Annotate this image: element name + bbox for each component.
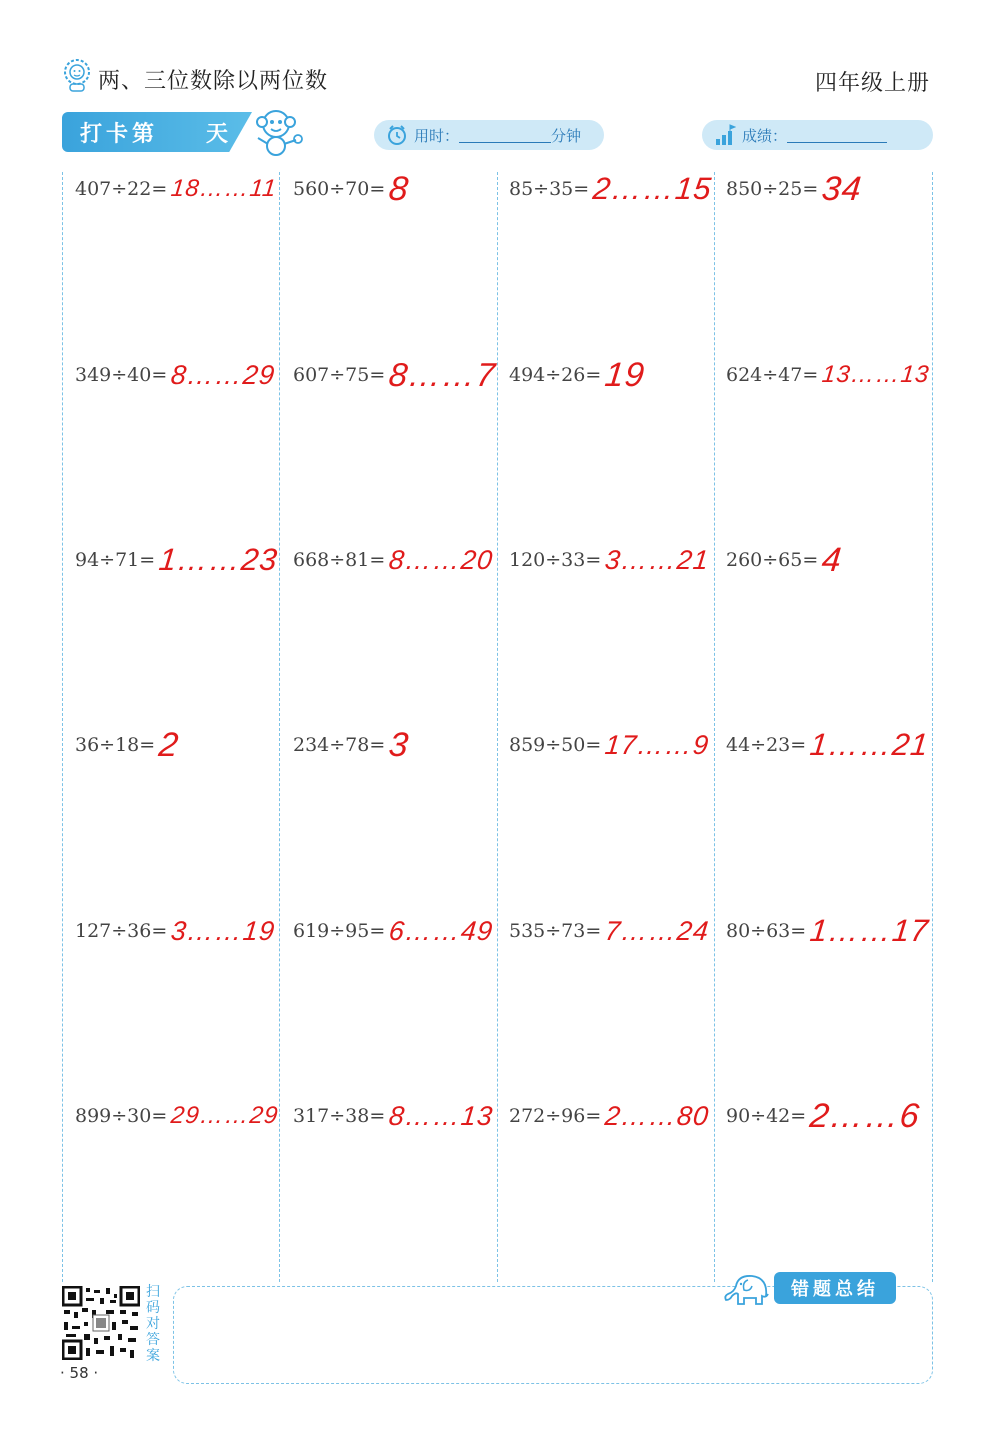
division-expression: 36÷18=: [75, 734, 156, 756]
problem-item: [726, 169, 865, 209]
division-expression: 560÷70=: [293, 178, 386, 200]
division-expression: 44÷23=: [726, 734, 807, 756]
handwritten-answer: 1……23: [157, 542, 280, 577]
score-label: 成绩：: [742, 126, 788, 145]
handwritten-answer: 34: [820, 169, 865, 208]
grade-label: 四年级上册: [814, 71, 930, 96]
time-label: 用时：: [414, 126, 460, 145]
handwritten-answer: 8……13: [387, 1100, 495, 1131]
division-expression: 859÷50=: [509, 734, 602, 756]
division-expression: 349÷40=: [75, 364, 168, 386]
problem-item: [75, 540, 278, 580]
problem-item: [726, 355, 930, 395]
division-expression: 494÷26=: [509, 364, 602, 386]
column-divider: [279, 172, 280, 1282]
time-field[interactable]: [374, 120, 604, 150]
problem-item: [509, 1096, 709, 1136]
monkey-mascot-icon: [250, 104, 306, 160]
bar-chart-flag-icon: [714, 124, 736, 146]
handwritten-answer: 1……21: [808, 727, 931, 762]
problem-item: [293, 540, 493, 580]
division-expression: 234÷78=: [293, 734, 386, 756]
handwritten-answer: 29……29: [169, 1102, 281, 1129]
handwritten-answer: 2……6: [808, 1096, 923, 1135]
division-expression: 607÷75=: [293, 364, 386, 386]
column-divider: [497, 172, 498, 1282]
division-expression: 407÷22=: [75, 178, 168, 200]
division-expression: 272÷96=: [509, 1105, 602, 1127]
elephant-icon: [722, 1266, 774, 1306]
lion-logo-icon: [62, 58, 92, 92]
problem-item: [726, 911, 929, 951]
division-expression: 127÷36=: [75, 920, 168, 942]
time-blank[interactable]: [459, 128, 551, 143]
problem-item: [75, 1096, 279, 1136]
problem-item: [75, 911, 275, 951]
division-expression: 619÷95=: [293, 920, 386, 942]
division-expression: 260÷65=: [726, 549, 819, 571]
problem-item: [293, 725, 412, 765]
handwritten-answer: 3……21: [603, 544, 711, 575]
score-field[interactable]: [702, 120, 933, 150]
handwritten-answer: 8……7: [387, 356, 499, 393]
problem-item: [293, 1096, 493, 1136]
handwritten-answer: 8……29: [169, 359, 277, 390]
handwritten-answer: 3……19: [169, 915, 277, 946]
handwritten-answer: 17……9: [603, 729, 711, 760]
page-number: · 58 ·: [60, 1364, 99, 1382]
handwritten-answer: 7……24: [603, 915, 711, 946]
division-expression: 624÷47=: [726, 364, 819, 386]
handwritten-answer: 18……11: [169, 175, 279, 202]
handwritten-answer: 4: [820, 540, 845, 579]
alarm-clock-icon: [386, 124, 408, 146]
qr-code-icon[interactable]: [62, 1286, 140, 1360]
problem-item: [509, 540, 709, 580]
problem-item: [293, 911, 493, 951]
division-expression: 85÷35=: [509, 178, 590, 200]
division-expression: 94÷71=: [75, 549, 156, 571]
problem-item: [509, 169, 712, 209]
problem-item: [75, 169, 277, 209]
score-blank[interactable]: [787, 128, 887, 143]
problem-item: [293, 355, 499, 395]
handwritten-answer: 6……49: [387, 915, 495, 946]
problem-item: [75, 725, 182, 765]
problem-item: [726, 725, 929, 765]
time-unit: 分钟: [551, 126, 582, 145]
handwritten-answer: 8: [387, 169, 412, 208]
division-expression: 317÷38=: [293, 1105, 386, 1127]
checkin-label: 打卡第: [80, 122, 159, 147]
problem-item: [509, 725, 709, 765]
handwritten-answer: 13……13: [820, 361, 932, 388]
handwritten-answer: 2: [157, 725, 182, 764]
division-expression: 90÷42=: [726, 1105, 807, 1127]
column-divider: [932, 172, 933, 1282]
division-expression: 668÷81=: [293, 549, 386, 571]
problem-item: [726, 540, 845, 580]
handwritten-answer: 19: [603, 355, 648, 394]
handwritten-answer: 2……80: [603, 1100, 711, 1131]
checkin-day-label: 天: [206, 122, 229, 147]
problem-item: [509, 911, 709, 951]
column-divider: [714, 172, 715, 1282]
mistake-summary-tab: 错题总结: [774, 1272, 896, 1304]
handwritten-answer: 2……15: [591, 171, 714, 206]
scan-answers-label: 扫码对答案: [146, 1284, 160, 1364]
page-title: 两、三位数除以两位数: [98, 69, 329, 94]
division-expression: 80÷63=: [726, 920, 807, 942]
handwritten-answer: 3: [387, 725, 412, 764]
problem-item: [293, 169, 412, 209]
handwritten-answer: 1……17: [808, 913, 931, 948]
division-expression: 899÷30=: [75, 1105, 168, 1127]
problem-item: [75, 355, 275, 395]
column-divider: [62, 172, 63, 1282]
problem-item: [509, 355, 648, 395]
handwritten-answer: 8……20: [387, 544, 495, 575]
division-expression: 535÷73=: [509, 920, 602, 942]
division-expression: 850÷25=: [726, 178, 819, 200]
problem-item: [726, 1096, 923, 1136]
division-expression: 120÷33=: [509, 549, 602, 571]
